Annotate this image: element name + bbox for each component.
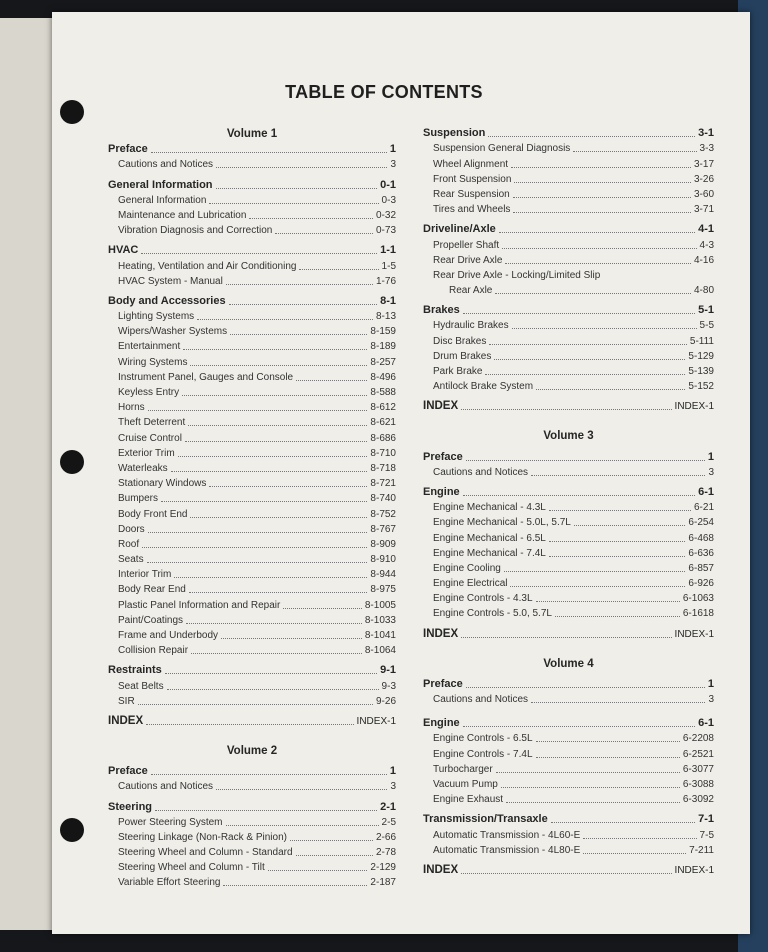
- entry-label: Vibration Diagnosis and Correction: [118, 225, 273, 237]
- entry-row: [108, 552, 396, 567]
- entry-label: Interior Trim: [118, 569, 172, 581]
- entry-row: [423, 827, 714, 842]
- page-number: 0-3: [381, 194, 396, 206]
- entry-label: Steering Linkage (Non-Rack & Pinion): [118, 831, 287, 843]
- entry-row: [108, 491, 396, 506]
- entry-row-first-line: [423, 268, 714, 283]
- section-row: [423, 126, 714, 141]
- entry-row: [423, 465, 714, 480]
- entry-row: [108, 274, 396, 289]
- page-number: 6-1618: [682, 608, 714, 620]
- page-number: 5-111: [689, 335, 714, 347]
- entry-row: [108, 385, 396, 400]
- page-number: INDEX-1: [356, 715, 396, 727]
- entry-row: [108, 643, 396, 658]
- page-number: 8-1041: [364, 630, 396, 641]
- page-number: 6-21: [693, 502, 714, 514]
- index-row: [423, 626, 714, 641]
- entry-row: [423, 561, 714, 576]
- page-number: 1: [707, 450, 714, 463]
- page-number: 0-73: [375, 225, 396, 237]
- entry-row: [423, 172, 714, 187]
- section-title: Preface: [423, 450, 463, 463]
- section-row: [108, 177, 396, 192]
- entry-label: Engine Mechanical - 6.5L: [433, 532, 546, 544]
- page-number: 6-1: [698, 485, 714, 498]
- entry-row: [108, 678, 396, 693]
- page-number: 3-17: [693, 158, 714, 170]
- entry-row: [108, 339, 396, 354]
- page-number: 1-76: [375, 275, 396, 287]
- page-number: 8-718: [370, 462, 396, 474]
- section-title: Engine: [423, 485, 460, 498]
- entry-row: [108, 193, 396, 208]
- section-title: Preface: [423, 677, 463, 690]
- page-number: 0-1: [380, 178, 396, 191]
- page-number: 2-78: [375, 847, 396, 859]
- entry-label: Disc Brakes: [433, 335, 487, 347]
- page-number: 3: [708, 694, 714, 705]
- page-number: 2-5: [381, 816, 396, 828]
- entry-label: Rear Drive Axle: [433, 254, 503, 266]
- entry-row: [108, 830, 396, 845]
- page-number: 8-1033: [364, 614, 396, 626]
- entry-row: [423, 318, 714, 333]
- section-title: Transmission/Transaxle: [423, 813, 548, 826]
- entry-label: Front Suspension: [433, 173, 512, 185]
- entry-row: [108, 613, 396, 628]
- page-number: INDEX-1: [674, 401, 714, 413]
- section-row: [108, 243, 396, 258]
- section-title: Body and Accessories: [108, 294, 226, 307]
- entry-row: [423, 576, 714, 591]
- entry-row: [108, 537, 396, 552]
- index-row: [423, 863, 714, 878]
- page-number: 2-66: [375, 831, 396, 843]
- entry-row: [423, 746, 714, 761]
- index-row: [108, 714, 396, 729]
- entry-row: [108, 476, 396, 491]
- page-number: 3: [708, 466, 714, 478]
- page-number: 8-909: [370, 538, 396, 550]
- entry-row: [108, 582, 396, 597]
- entry-label: Keyless Entry: [118, 387, 180, 398]
- page-number: 8-740: [370, 493, 396, 505]
- entry-label: Frame and Underbody: [118, 630, 219, 641]
- entry-label: Steering Wheel and Column - Tilt: [118, 862, 265, 874]
- volume-heading: Volume 1: [226, 128, 278, 140]
- section-row: [423, 677, 714, 692]
- page-number: 2-187: [370, 877, 396, 889]
- punch-hole-top: [60, 100, 84, 124]
- entry-label: Rear Axle: [449, 285, 493, 297]
- section-row: [423, 449, 714, 464]
- entry-label: Instrument Panel, Gauges and Console: [118, 371, 294, 383]
- section-title: Preface: [108, 143, 148, 156]
- page-number: 8-1: [380, 294, 396, 307]
- entry-label: Theft Deterrent: [118, 417, 186, 429]
- entry-row: [423, 777, 714, 792]
- entry-row: [423, 141, 714, 156]
- page-number: 6-3088: [682, 778, 714, 790]
- page-number: 8-189: [370, 341, 396, 353]
- entry-row: [423, 530, 714, 545]
- entry-row: [108, 324, 396, 339]
- entry-label: Variable Effort Steering: [118, 877, 221, 889]
- section-row: [423, 485, 714, 500]
- page-number: 8-721: [370, 478, 396, 490]
- entry-row: [108, 567, 396, 582]
- page-number: 6-3092: [682, 794, 714, 806]
- section-row: [423, 303, 714, 318]
- page-number: 8-686: [370, 432, 396, 444]
- page-number: 3: [390, 159, 396, 171]
- entry-label: Plastic Panel Information and Repair: [118, 599, 281, 611]
- entry-row: [423, 379, 714, 394]
- entry-label: Automatic Transmission - 4L60-E: [433, 829, 581, 841]
- entry-label: Engine Mechanical - 7.4L: [433, 547, 546, 559]
- entry-row: [423, 731, 714, 746]
- index-label: INDEX: [423, 400, 459, 413]
- entry-label: SIR: [118, 695, 135, 707]
- entry-row: [108, 415, 396, 430]
- page-number: 4-80: [693, 285, 714, 297]
- punch-hole-middle: [60, 450, 84, 474]
- entry-label: Steering Wheel and Column - Standard: [118, 847, 293, 859]
- page-number: 8-13: [375, 311, 396, 323]
- page-number: 1-1: [380, 244, 396, 257]
- page-number: 0-32: [375, 209, 396, 221]
- entry-label: Propeller Shaft: [433, 239, 500, 251]
- entry-label: Bumpers: [118, 493, 159, 505]
- page-number: 9-3: [381, 680, 396, 692]
- section-title: Restraints: [108, 664, 162, 677]
- page-number: 8-1005: [364, 599, 396, 611]
- entry-label: Tires and Wheels: [433, 204, 511, 216]
- index-label: INDEX: [108, 714, 144, 727]
- entry-label: Exterior Trim: [118, 447, 175, 459]
- page-number: INDEX-1: [674, 628, 714, 640]
- entry-row: [108, 258, 396, 273]
- entry-label: Wiring Systems: [118, 356, 188, 368]
- page-number: 8-710: [370, 447, 396, 459]
- entry-row: [423, 156, 714, 171]
- entry-row: [108, 370, 396, 385]
- page-number: INDEX-1: [674, 864, 714, 876]
- entry-label: Park Brake: [433, 366, 483, 377]
- entry-label: Rear Suspension: [433, 188, 510, 200]
- entry-label: Engine Cooling: [433, 562, 501, 574]
- page-number: 6-2208: [682, 733, 714, 745]
- page-number: 3: [390, 781, 396, 793]
- entry-row: [108, 354, 396, 369]
- page-number: 6-254: [688, 517, 714, 529]
- entry-row: [108, 157, 396, 172]
- entry-row: [423, 692, 714, 707]
- entry-label: Engine Mechanical - 4.3L: [433, 502, 546, 514]
- section-row: [108, 799, 396, 814]
- entry-row: [108, 208, 396, 223]
- entry-label: Entertainment: [118, 341, 181, 353]
- page-number: 6-1: [698, 717, 714, 730]
- page-number: 3-71: [693, 204, 714, 216]
- page-number: 6-926: [688, 578, 714, 590]
- entry-label: Engine Controls - 4.3L: [433, 593, 533, 605]
- entry-row: [423, 792, 714, 807]
- entry-row: [108, 430, 396, 445]
- entry-label: Engine Electrical: [433, 578, 508, 590]
- section-title: Driveline/Axle: [423, 223, 496, 236]
- page-number: 6-468: [688, 532, 714, 544]
- page-number: 8-257: [370, 356, 396, 368]
- entry-label: Roof: [118, 538, 140, 550]
- page-number: 3-3: [699, 143, 714, 155]
- entry-label: Automatic Transmission - 4L80-E: [433, 844, 581, 856]
- entry-label: General Information: [118, 194, 207, 206]
- section-row: [108, 764, 396, 779]
- entry-row: [423, 515, 714, 530]
- entry-row: [108, 694, 396, 709]
- entry-row: [423, 762, 714, 777]
- section-row: [108, 142, 396, 157]
- entry-label: Paint/Coatings: [118, 614, 184, 626]
- entry-row: [108, 875, 396, 890]
- page-number: 6-3077: [682, 763, 714, 775]
- page-number: 8-752: [370, 508, 396, 520]
- page-number: 8-159: [370, 326, 396, 338]
- page-number: 9-26: [375, 695, 396, 707]
- page-number: 5-152: [688, 381, 714, 393]
- entry-label: Rear Drive Axle - Locking/Limited Slip: [433, 269, 601, 281]
- entry-label: Body Rear End: [118, 584, 186, 596]
- page-number: 1: [707, 677, 714, 690]
- page-number: 1-5: [381, 260, 396, 272]
- section-row: [423, 222, 714, 237]
- section-title: Steering: [108, 800, 153, 813]
- page-number: 7-5: [699, 829, 714, 841]
- page-number: 4-3: [699, 239, 714, 251]
- section-title: General Information: [108, 178, 213, 191]
- entry-label: Engine Controls - 5.0, 5.7L: [433, 608, 552, 620]
- entry-row: [108, 845, 396, 860]
- page-number: 2-129: [370, 862, 396, 874]
- section-row: [108, 294, 396, 309]
- entry-label: Heating, Ventilation and Air Conditioning: [118, 260, 297, 272]
- page-number: 6-1063: [682, 593, 714, 605]
- entry-label: Wipers/Washer Systems: [118, 326, 228, 338]
- entry-label: Cautions and Notices: [433, 466, 529, 478]
- entry-row: [108, 522, 396, 537]
- entry-label: Doors: [118, 523, 145, 535]
- entry-row: [108, 815, 396, 830]
- page-number: 8-588: [370, 387, 396, 398]
- entry-row: [108, 597, 396, 612]
- page-number: 2-1: [380, 800, 396, 813]
- entry-label: Vacuum Pump: [433, 778, 498, 790]
- entry-label: Seat Belts: [118, 680, 164, 692]
- entry-row: [423, 333, 714, 348]
- entry-label: Lighting Systems: [118, 311, 195, 323]
- page-number: 5-5: [699, 320, 714, 332]
- entry-row: [108, 400, 396, 415]
- index-label: INDEX: [423, 863, 459, 876]
- page-number: 7-1: [698, 813, 714, 826]
- section-row: [423, 716, 714, 731]
- page-number: 8-944: [370, 569, 396, 581]
- page-number: 3-60: [693, 188, 714, 200]
- page-number: 8-910: [370, 554, 396, 566]
- entry-row: [423, 843, 714, 858]
- entry-label: Engine Mechanical - 5.0L, 5.7L: [433, 517, 571, 529]
- entry-label: Horns: [118, 402, 145, 414]
- page-number: 1: [389, 143, 396, 156]
- entry-label: Cruise Control: [118, 432, 182, 444]
- toc-left-column: [108, 126, 396, 890]
- page-number: 6-636: [688, 547, 714, 559]
- page-number: 6-857: [688, 562, 714, 574]
- entry-label: Waterleaks: [118, 462, 168, 474]
- section-row: [423, 812, 714, 827]
- entry-row: [423, 364, 714, 379]
- entry-row: [108, 860, 396, 875]
- entry-row: [423, 202, 714, 217]
- page-number: 3-1: [698, 127, 714, 140]
- section-row: [108, 663, 396, 678]
- entry-label: Engine Controls - 6.5L: [433, 733, 533, 745]
- index-row: [423, 399, 714, 414]
- volume-heading: Volume 3: [543, 430, 594, 443]
- page-number: 7-211: [689, 844, 714, 856]
- entry-label: Collision Repair: [118, 645, 189, 657]
- page-number: 9-1: [380, 664, 396, 677]
- page-number: 8-612: [370, 402, 396, 414]
- page-number: 8-1064: [364, 645, 396, 657]
- entry-row: [108, 779, 396, 794]
- entry-row: [108, 446, 396, 461]
- entry-label: Wheel Alignment: [433, 158, 509, 170]
- page-number: 8-621: [370, 417, 396, 429]
- entry-label: Power Steering System: [118, 816, 223, 828]
- entry-label: Cautions and Notices: [433, 694, 529, 705]
- entry-label: Cautions and Notices: [118, 781, 214, 793]
- entry-row: [423, 606, 714, 621]
- volume-heading: Volume 4: [543, 657, 594, 670]
- page-number: 3-26: [693, 173, 714, 185]
- toc-right-column: [423, 126, 714, 878]
- entry-row: [108, 506, 396, 521]
- entry-row: [108, 309, 396, 324]
- entry-label: Engine Controls - 7.4L: [433, 748, 533, 760]
- section-title: Suspension: [423, 127, 486, 140]
- page-number: 1: [389, 765, 396, 778]
- page-number: 4-1: [698, 223, 714, 236]
- entry-label: Suspension General Diagnosis: [433, 143, 571, 155]
- page-number: 8-767: [370, 523, 396, 535]
- page-number: 5-129: [688, 350, 714, 362]
- page-number: 5-139: [688, 366, 714, 377]
- section-title: Brakes: [423, 304, 460, 317]
- entry-row: [108, 628, 396, 643]
- entry-label: Turbocharger: [433, 763, 493, 775]
- index-label: INDEX: [423, 627, 459, 640]
- entry-row: [108, 461, 396, 476]
- page-number: 5-1: [698, 304, 714, 317]
- volume-heading: Volume 2: [226, 744, 278, 757]
- entry-label: Hydraulic Brakes: [433, 320, 509, 332]
- entry-label: Body Front End: [118, 508, 188, 520]
- entry-row: [108, 223, 396, 238]
- page-number: 6-2521: [682, 748, 714, 760]
- entry-label: Stationary Windows: [118, 478, 207, 490]
- entry-label: Cautions and Notices: [118, 159, 214, 171]
- entry-row: [423, 546, 714, 561]
- page-number: 4-16: [693, 254, 714, 266]
- entry-row: [423, 237, 714, 252]
- page-title: TABLE OF CONTENTS: [285, 82, 483, 102]
- entry-row: [423, 591, 714, 606]
- punch-hole-bottom: [60, 818, 84, 842]
- entry-row: [423, 253, 714, 268]
- entry-row: [423, 349, 714, 364]
- entry-label: Drum Brakes: [433, 350, 492, 362]
- entry-row-continuation: [423, 283, 714, 298]
- page-number: 8-975: [370, 584, 396, 596]
- section-title: Preface: [108, 765, 148, 778]
- page-number: 8-496: [370, 371, 396, 383]
- entry-row: [423, 187, 714, 202]
- entry-label: Seats: [118, 554, 144, 566]
- entry-label: Antilock Brake System: [433, 381, 534, 393]
- entry-row: [423, 500, 714, 515]
- section-title: HVAC: [108, 244, 139, 257]
- entry-label: HVAC System - Manual: [118, 275, 223, 287]
- entry-label: Maintenance and Lubrication: [118, 209, 247, 221]
- section-title: Engine: [423, 717, 460, 730]
- entry-label: Engine Exhaust: [433, 794, 504, 806]
